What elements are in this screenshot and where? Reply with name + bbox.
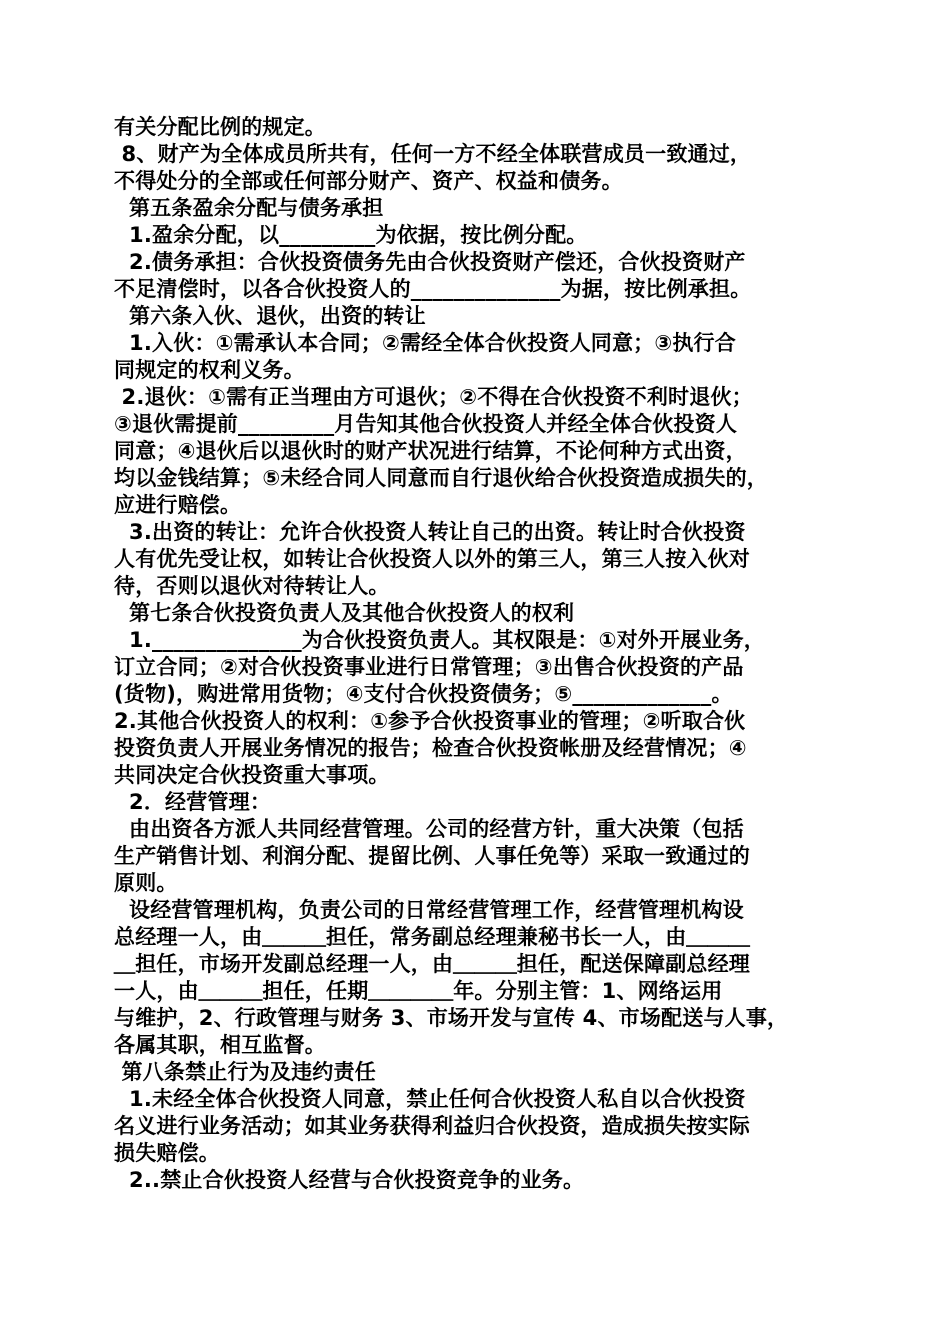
text-line: 待，否则以退伙对待转让人。 <box>114 574 390 598</box>
text-line: 8、财产为全体成员所共有，任何一方不经全体联营成员一致通过， <box>114 142 752 166</box>
text-line: 同规定的权利义务。 <box>114 358 305 382</box>
text-line: 第六条入伙、退伙，出资的转让 <box>114 304 426 328</box>
text-line: 1.盈余分配，以_________为依据，按比例分配。 <box>114 223 588 247</box>
text-line: 均以金钱结算；⑤未经合同人同意而自行退伙给合伙投资造成损失的， <box>114 466 768 490</box>
text-line: ＿担任，市场开发副总经理一人，由＿＿＿担任，配送保障副总经理 <box>114 952 750 976</box>
text-line: 不得处分的全部或任何部分财产、资产、权益和债务。 <box>114 169 623 193</box>
text-line: 人有优先受让权，如转让合伙投资人以外的第三人，第三人按入伙对 <box>114 547 750 571</box>
text-line: (货物)，购进常用货物；④支付合伙投资债务；⑤_____________。 <box>114 682 733 706</box>
text-line: 由出资各方派人共同经营管理。公司的经营方针，重大决策（包括 <box>114 817 744 841</box>
text-line: 应进行赔偿。 <box>114 493 242 517</box>
text-line: 第八条禁止行为及违约责任 <box>114 1060 376 1084</box>
text-line: 订立合同；②对合伙投资事业进行日常管理；③出售合伙投资的产品 <box>114 655 744 679</box>
text-line: 设经营管理机构，负责公司的日常经营管理工作，经营管理机构设 <box>114 898 744 922</box>
text-line: 名义进行业务活动；如其业务获得利益归合伙投资，造成损失按实际 <box>114 1114 750 1138</box>
text-line: 2.其他合伙投资人的权利：①参予合伙投资事业的管理；②听取合伙 <box>114 709 746 733</box>
text-line: 2..禁止合伙投资人经营与合伙投资竞争的业务。 <box>114 1168 585 1192</box>
text-line: 一人，由＿＿＿担任，任期＿＿＿＿年。分别主管：1、网络运用 <box>114 979 723 1003</box>
text-line: 1.未经全体合伙投资人同意，禁止任何合伙投资人私自以合伙投资 <box>114 1087 746 1111</box>
text-line: 总经理一人，由＿＿＿担任，常务副总经理兼秘书长一人，由＿＿＿ <box>114 925 750 949</box>
text-line: 同意；④退伙后以退伙时的财产状况进行结算，不论何种方式出资， <box>114 439 747 463</box>
document-body <box>114 114 849 1194</box>
text-line: 不足清偿时，以各合伙投资人的______________为据，按比例承担。 <box>114 277 752 301</box>
text-line: 与维护，2、行政管理与财务 3、市场开发与宣传 4、市场配送与人事， <box>114 1006 789 1030</box>
text-line: 3.出资的转让：允许合伙投资人转让自己的出资。转让时合伙投资 <box>114 520 746 544</box>
text-line: 第七条合伙投资负责人及其他合伙投资人的权利 <box>114 601 575 625</box>
text-line: 原则。 <box>114 871 178 895</box>
text-line: 生产销售计划、利润分配、提留比例、人事任免等）采取一致通过的 <box>114 844 750 868</box>
text-line: 1.入伙：①需承认本合同；②需经全体合伙投资人同意；③执行合 <box>114 331 736 355</box>
text-line: 损失赔偿。 <box>114 1141 220 1165</box>
text-line: 投资负责人开展业务情况的报告；检查合伙投资帐册及经营情况；④ <box>114 736 747 760</box>
text-line: ③退伙需提前_________月告知其他合伙投资人并经全体合伙投资人 <box>114 412 738 436</box>
text-line: 2.退伙：①需有正当理由方可退伙；②不得在合伙投资不利时退伙； <box>114 385 753 409</box>
text-line: 2．经营管理： <box>114 790 272 814</box>
text-line: 第五条盈余分配与债务承担 <box>114 196 384 220</box>
text-line: 各属其职，相互监督。 <box>114 1033 326 1057</box>
text-line: 1.______________为合伙投资负责人。其权限是：①对外开展业务， <box>114 628 765 652</box>
text-line: 2.债务承担：合伙投资债务先由合伙投资财产偿还，合伙投资财产 <box>114 250 746 274</box>
text-line: 共同决定合伙投资重大事项。 <box>114 763 390 787</box>
text-line: 有关分配比例的规定。 <box>114 115 326 139</box>
